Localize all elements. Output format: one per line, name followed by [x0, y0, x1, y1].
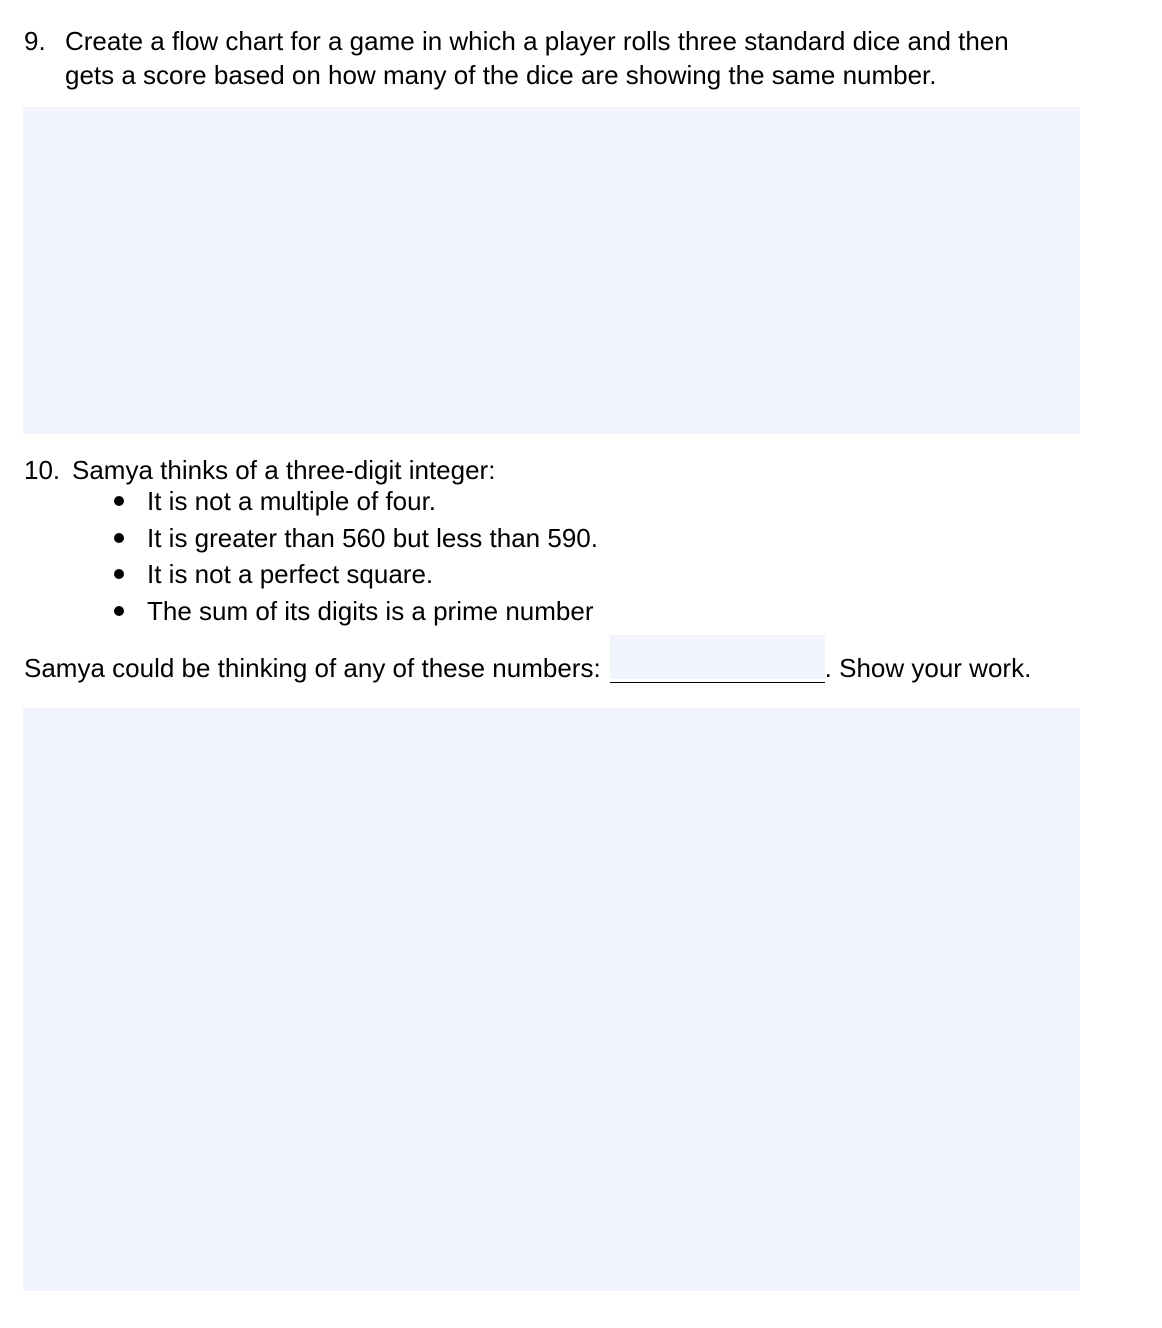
question-10-clue-list: [114, 483, 598, 629]
numbers-blank: [610, 652, 825, 683]
bullet-icon: [114, 496, 124, 506]
clue-text: The sum of its digits is a prime number: [147, 595, 594, 626]
question-9-line-1: Create a flow chart for a game in which a player rolls three standard dice and then: [65, 26, 1009, 56]
question-10-number: 10.: [24, 455, 61, 485]
bullet-icon: [114, 569, 124, 579]
question-9-answer-field[interactable]: [23, 107, 1080, 434]
list-item: [114, 520, 598, 557]
list-item: [114, 593, 598, 630]
clue-text: It is greater than 560 but less than 590.: [147, 522, 598, 553]
question-9-line-2: gets a score based on how many of the dice are showing the same number.: [65, 60, 937, 90]
clue-text: It is not a perfect square.: [147, 559, 434, 589]
question-9-number: 9.: [24, 26, 46, 56]
question-10-work-field[interactable]: [23, 708, 1080, 1291]
list-item: [114, 483, 598, 520]
bullet-icon: [114, 533, 124, 543]
list-item: [114, 556, 598, 593]
question-10-prompt: [24, 646, 1031, 685]
clue-text: It is not a multiple of four.: [147, 486, 437, 516]
bullet-icon: [114, 606, 124, 616]
question-9: [24, 24, 1104, 92]
numbers-answer-input[interactable]: [610, 635, 825, 679]
prompt-before-blank: Samya could be thinking of any of these numbers:: [24, 653, 601, 683]
question-10: [24, 453, 1124, 487]
prompt-after-blank: . Show your work.: [824, 653, 1032, 683]
question-10-intro: Samya thinks of a three-digit integer:: [72, 455, 496, 485]
